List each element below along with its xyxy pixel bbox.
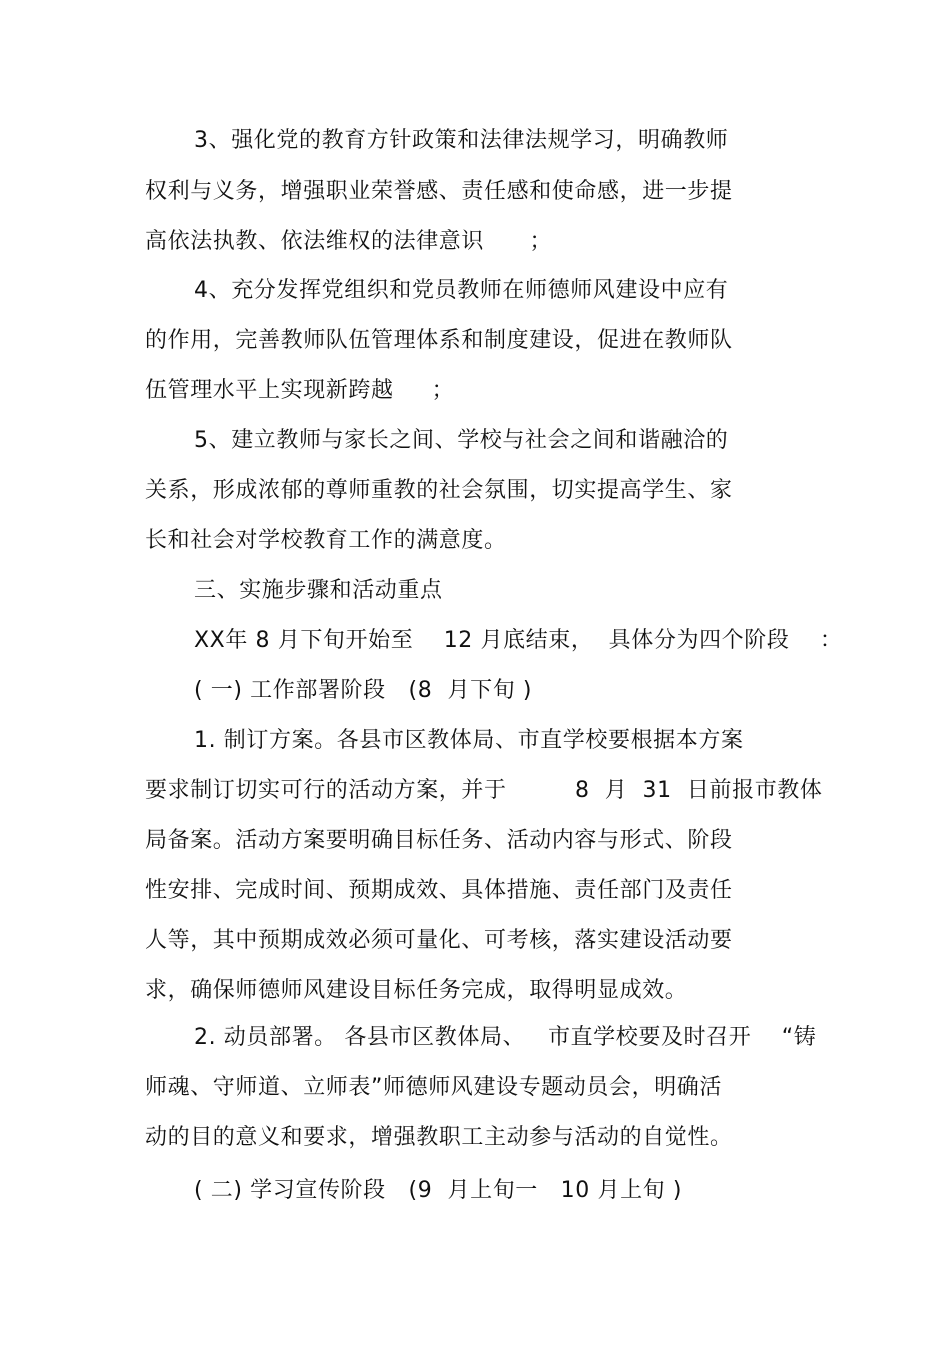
subsection-heading: ( 一) 工作部署阶段 (8 月下旬 ) [194, 678, 533, 703]
text-line: 2. 动员部署。 各县市区教体局、 市直学校要及时召开 “铸 [194, 1025, 817, 1050]
text-line: XX年 8 月下旬开始至 12 月底结束， 具体分为四个阶段 ： [194, 628, 843, 653]
text-line: 高依法执教、依法维权的法律意识 ； [145, 229, 553, 254]
text-line: 长和社会对学校教育工作的满意度。 [145, 528, 507, 553]
text-line: 求，确保师德师风建设目标任务完成，取得明显成效。 [145, 978, 688, 1003]
text-line: 局备案。活动方案要明确目标任务、活动内容与形式、阶段 [145, 828, 733, 853]
subsection-heading: ( 二) 学习宣传阶段 (9 月上旬一 10 月上旬 ) [194, 1178, 683, 1203]
text-line: 伍管理水平上实现新跨越 ； [145, 378, 455, 403]
text-line: 1. 制订方案。各县市区教体局、市直学校要根据本方案 [194, 728, 744, 753]
text-line: 性安排、完成时间、预期成效、具体措施、责任部门及责任 [145, 878, 733, 903]
text-line: 人等，其中预期成效必须可量化、可考核，落实建设活动要 [145, 928, 733, 953]
text-line: 师魂、守师道、立师表”师德师风建设专题动员会，明确活 [145, 1075, 722, 1100]
text-line: 5、建立教师与家长之间、学校与社会之间和谐融洽的 [194, 428, 729, 453]
text-line: 3、强化党的教育方针政策和法律法规学习，明确教师 [194, 128, 729, 153]
section-heading: 三、实施步骤和活动重点 [194, 578, 443, 603]
text-line: 4、充分发挥党组织和党员教师在师德师风建设中应有 [194, 278, 729, 303]
text-line: 的作用，完善教师队伍管理体系和制度建设，促进在教师队 [145, 328, 733, 353]
text-line: 权利与义务，增强职业荣誉感、责任感和使命感，进一步提 [145, 179, 733, 204]
text-line: 要求制订切实可行的活动方案，并于 8 月 31 日前报市教体 [145, 778, 823, 803]
text-line: 动的目的意义和要求，增强教职工主动参与活动的自觉性。 [145, 1125, 733, 1150]
text-line: 关系，形成浓郁的尊师重教的社会氛围，切实提高学生、家 [145, 478, 733, 503]
